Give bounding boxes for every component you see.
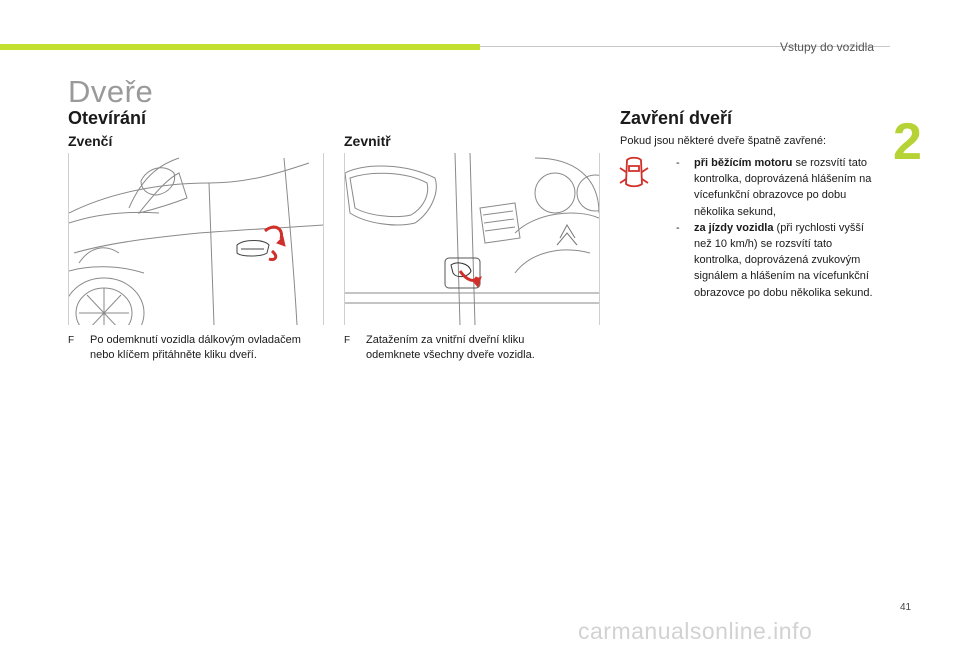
accent-bar [0,44,480,50]
door-open-warning-icon [618,154,650,190]
closing-intro: Pokud jsou některé dveře špatně zavřené: [620,135,827,147]
inside-heading: Zevnitř [344,133,391,149]
list-item: - za jízdy vozidla (při rychlosti vyšší než 10 km/h) se rozsvítí tato kontrolka, doprovázená zvukovým signálem a hlášením na vícefunkční obrazovce po dobu několika sekund. [676,221,873,299]
outside-heading: Zvenčí [68,133,113,149]
list-item: - při běžícím motoru se rozsvítí tato kontrolka, doprovázená hlášením na vícefunkční obrazovce po dobu několika sekund, [676,157,872,218]
watermark: carmanualsonline.info [578,618,813,644]
inside-instruction [344,333,562,363]
interior-door-illustration [344,153,600,325]
closing-heading: Zavření dveří [620,108,733,128]
closing-list [676,155,876,301]
outside-instruction [68,333,326,363]
chapter-number: 2 [893,113,922,171]
outside-text: Po odemknutí vozidla dálkovým ovladačem nebo klíčem přitáhněte kliku dveří. [90,334,301,361]
inside-text: Zatažením za vnitřní dveřní kliku odemknete všechny dveře vozidla. [366,334,535,361]
exterior-door-illustration [68,153,324,325]
bullet-marker: F [68,335,75,346]
page-number: 41 [900,602,912,613]
opening-heading: Otevírání [68,108,147,128]
page-title: Dveře [68,74,154,109]
bullet-marker: F [344,335,351,346]
section-title: Vstupy do vozidla [779,40,874,54]
